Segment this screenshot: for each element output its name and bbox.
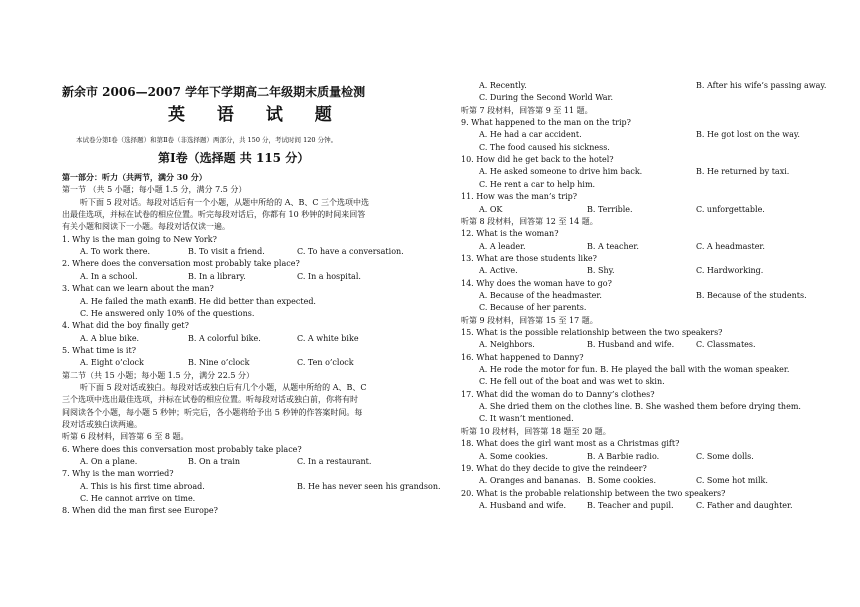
text-line: 14. Why does the woman have to go? — [461, 278, 612, 288]
text-line: 1. Why is the man going to New York? — [62, 234, 217, 244]
text-line: 听第 8 段材料，回答第 12 至 14 题。 — [461, 216, 598, 226]
option-b: B. Terrible. — [587, 204, 633, 214]
option-a: A. Husband and wife. — [479, 500, 567, 510]
option-a: A. Because of the headmaster. — [479, 290, 602, 300]
option-b: B. To visit a friend. — [188, 247, 265, 257]
option-c: C. Classmates. — [696, 340, 756, 350]
option-b: B. On a train — [188, 457, 241, 467]
option-a: A. He asked someone to drive him back. — [479, 167, 643, 177]
option-b: B. Some cookies. — [587, 476, 657, 486]
option-c: C. Hardworking. — [696, 266, 764, 276]
text-line: C. He cannot arrive on time. — [80, 494, 196, 504]
text-line: C. He fell out of the boat and was wet to skin. — [479, 377, 665, 387]
option-c: B. He has never seen his grandson. — [297, 481, 441, 491]
option-c: C. A white bike — [297, 333, 359, 343]
text-line: 间阅读各个小题，每小题 5 秒钟；听完后，各小题将给予出 5 秒钟的作答案时间。每 — [62, 407, 363, 417]
option-c: C. unforgettable. — [696, 204, 765, 214]
option-a: A. A leader. — [479, 241, 526, 251]
text-line: 16. What happened to Danny? — [461, 352, 584, 362]
text-line: C. The food caused his sickness. — [479, 142, 610, 152]
exam-intro: 本试卷分第Ⅰ卷（选择题）和第Ⅱ卷（非选择题）两部分，共 150 分，考试时间 120 分钟。 — [76, 136, 338, 144]
option-c: C. Ten o’clock — [297, 358, 354, 368]
text-line: 20. What is the probable relationship between the two speakers? — [461, 488, 726, 498]
option-c: B. After his wife’s passing away. — [696, 81, 827, 90]
text-line: 19. What do they decide to give the reindeer? — [461, 463, 647, 473]
text-line: 第二节（共 15 小题；每小题 1.5 分，满分 22.5 分） — [62, 370, 254, 380]
option-a: A. Active. — [479, 266, 518, 276]
text-line: 12. What is the woman? — [461, 229, 559, 239]
text-line: 7. Why is the man worried? — [62, 469, 174, 479]
option-c: C. Some dolls. — [696, 451, 754, 461]
option-a: A. This is his first time abroad. — [80, 481, 205, 491]
text-line: 5. What time is it? — [62, 345, 136, 355]
text-line: 第一部分：听力（共两节，满分 30 分） — [62, 172, 207, 182]
text-line: 6. Where does this conversation most probably take place? — [62, 444, 302, 454]
text-line: 有关小题和阅读下一小题。每段对话仅读一遍。 — [62, 222, 230, 232]
option-a: A. Some cookies. — [479, 451, 548, 461]
text-line: C. It wasn’t mentioned. — [479, 414, 574, 424]
option-c: C. A headmaster. — [696, 241, 765, 251]
option-c: C. In a hospital. — [297, 271, 361, 281]
text-line: 8. When did the man first see Europe? — [62, 506, 218, 516]
text-line: A. He rode the motor for fun. B. He played the ball with the woman speaker. — [479, 365, 790, 375]
text-line: C. He answered only 10% of the questions. — [80, 308, 255, 318]
text-line: 听第 10 段材料，回答第 18 题至 20 题。 — [461, 426, 611, 436]
text-line: C. Because of her parents. — [479, 303, 587, 313]
text-line: 第一节 （共 5 小题；每小题 1.5 分，满分 7.5 分） — [62, 185, 247, 195]
option-b: B. He did better than expected. — [188, 296, 316, 306]
option-b: B. A Barbie radio. — [587, 451, 660, 461]
option-b: B. Shy. — [587, 266, 615, 276]
option-b: B. Teacher and pupil. — [587, 500, 674, 510]
option-c: B. He returned by taxi. — [696, 167, 790, 177]
text-line: 听下面 5 段对话或独白。每段对话或独白后有几个小题，从题中所给的 A、B、C — [80, 382, 367, 392]
text-line: 10. How did he get back to the hotel? — [461, 155, 614, 165]
option-b: B. In a library. — [188, 271, 246, 281]
option-a: A. To work there. — [80, 247, 151, 257]
option-a: A. OK — [479, 204, 503, 214]
text-line: 13. What are those students like? — [461, 253, 597, 263]
option-a: A. On a plane. — [80, 457, 138, 467]
option-a: A. In a school. — [80, 271, 138, 281]
option-c: C. Father and daughter. — [696, 500, 793, 510]
text-line: C. He rent a car to help him. — [479, 179, 596, 189]
text-line: 听第 7 段材料，回答第 9 至 11 题。 — [461, 105, 593, 115]
option-c: B. Because of the students. — [696, 290, 807, 300]
text-line: 2. Where does the conversation most probably take place? — [62, 259, 300, 269]
option-a: A. He failed the math exam. — [80, 296, 194, 306]
option-b: B. Nine o’clock — [188, 358, 250, 368]
text-line: 段对话或独白读两遍。 — [62, 420, 142, 429]
option-c: B. He got lost on the way. — [696, 130, 800, 140]
option-c: C. Some hot milk. — [696, 476, 768, 486]
text-line: 4. What did the boy finally get? — [62, 321, 189, 331]
text-line: A. She dried them on the clothes line. B. She washed them before drying them. — [479, 402, 801, 412]
text-line: 听第 9 段材料，回答第 15 至 17 题。 — [461, 315, 598, 325]
option-a: A. Eight o’clock — [80, 358, 144, 368]
option-a: A. A blue bike. — [80, 333, 140, 343]
option-a: A. He had a car accident. — [479, 130, 582, 140]
text-line: 11. How was the man’s trip? — [461, 192, 578, 202]
text-line: 三个选项中选出最佳选项，并标在试卷的相应位置。听每段对话或独白前，你将有时 — [62, 395, 358, 405]
subject-title: 英 语 试 题 — [168, 105, 345, 125]
text-line: 听下面 5 段对话。每段对话后有一个小题，从题中所给的 A、B、C 三个选项中选 — [80, 197, 370, 207]
option-b: B. A colorful bike. — [188, 333, 261, 343]
option-c: C. In a restaurant. — [297, 457, 372, 467]
text-line: 15. What is the possible relationship between the two speakers? — [461, 328, 723, 337]
volume-heading: 第Ⅰ卷（选择题 共 115 分） — [158, 151, 310, 165]
option-b: B. A teacher. — [587, 241, 639, 251]
option-b: B. Husband and wife. — [587, 340, 675, 350]
text-line: 18. What does the girl want most as a Christmas gift? — [461, 439, 680, 449]
text-line: C. During the Second World War. — [479, 93, 613, 103]
text-line: 出最佳选项，并标在试卷的相应位置。听完每段对话后，你都有 10 秒钟的时间来回答 — [62, 210, 366, 220]
text-line: 听第 6 段材料，回答第 6 至 8 题。 — [62, 432, 189, 442]
option-c: C. To have a conversation. — [297, 247, 404, 257]
text-line: 9. What happened to the man on the trip? — [461, 118, 631, 128]
text-line: 17. What did the woman do to Danny’s clothes? — [461, 389, 655, 399]
exam-title: 新余市 2006—2007 学年下学期高二年级期末质量检测 — [62, 85, 366, 99]
option-a: A. Oranges and bananas. — [479, 476, 581, 486]
option-a: A. Neighbors. — [479, 340, 535, 350]
option-a: A. Recently. — [479, 81, 527, 90]
text-line: 3. What can we learn about the man? — [62, 284, 214, 294]
